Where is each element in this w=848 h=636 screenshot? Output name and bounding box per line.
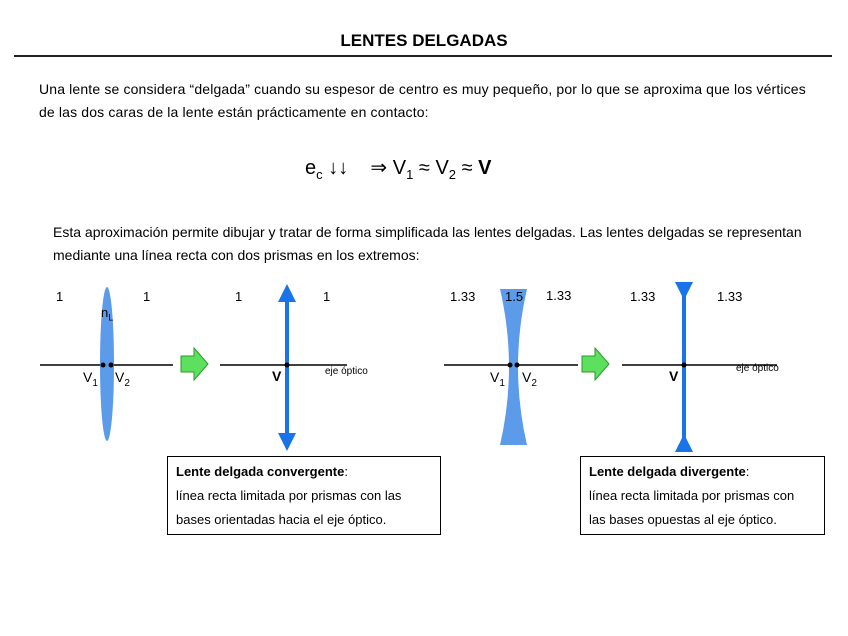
divergent-box-colon: : xyxy=(745,464,750,479)
convergent-box-title xyxy=(176,460,432,484)
formula-approx-2: ≈ xyxy=(461,157,473,179)
convergent-box-line-2: bases orientadas hacia el eje óptico. xyxy=(176,512,387,527)
formula-down-arrows: ↓↓ xyxy=(328,157,349,179)
convergent-thin-n-right: 1 xyxy=(323,289,331,304)
v1-sub: 1 xyxy=(92,377,98,389)
convergent-vertex-2-dot xyxy=(109,363,114,368)
v2-letter: V xyxy=(522,369,532,385)
convergent-box-title-text: Lente delgada convergente xyxy=(176,464,345,479)
divergent-thin-n-right: 1.33 xyxy=(717,289,743,304)
v2-sub: 2 xyxy=(124,377,130,389)
convergent-v2-label xyxy=(115,369,130,389)
convergent-top-prism xyxy=(278,284,296,302)
intro-paragraph: Una lente se considera “delgada” cuando su espesor de centro es muy pequeño, por lo que se aproxima que los vértices de las dos caras de la lente están prácticamente en contacto: xyxy=(39,81,806,120)
convergent-n-lens xyxy=(101,305,113,323)
divergent-box-line-2: las bases opuestas al eje óptico. xyxy=(589,512,777,527)
v2-sub: 2 xyxy=(531,377,537,389)
v1-letter: V xyxy=(83,369,93,385)
divergent-thin-vertex-dot xyxy=(682,363,687,368)
divergent-n-right: 1.33 xyxy=(546,288,572,303)
n-lens-sub: L xyxy=(108,312,114,323)
convergent-n-left: 1 xyxy=(56,289,64,304)
convergent-vertex-1-dot xyxy=(101,363,106,368)
formula-implies: ⇒ xyxy=(370,157,388,179)
divergent-n-lens: 1.5 xyxy=(505,289,524,304)
formula-approx-1: ≈ xyxy=(418,157,430,179)
convergent-thin-n-left: 1 xyxy=(235,289,243,304)
divergent-v1-label xyxy=(490,369,505,389)
divergent-lens-shape xyxy=(500,289,527,445)
v2-letter: V xyxy=(115,369,125,385)
formula-v2-sub: 2 xyxy=(448,167,457,182)
transform-arrow-icon xyxy=(582,348,609,380)
convergent-box-line-1: línea recta limitada por prismas con las xyxy=(176,488,402,503)
divergent-box-line-1: línea recta limitada por prismas con xyxy=(589,488,795,503)
divergent-vertex-1-dot xyxy=(508,363,513,368)
divergent-v2-label xyxy=(522,369,537,389)
divergent-info-box xyxy=(580,456,825,535)
divergent-vertex-2-dot xyxy=(515,363,520,368)
divergent-n-left: 1.33 xyxy=(450,289,476,304)
convergent-n-right: 1 xyxy=(143,289,151,304)
page-title: LENTES DELGADAS xyxy=(340,31,508,50)
divergent-axis-label: eje óptico xyxy=(736,363,779,374)
divergent-bottom-prism xyxy=(675,434,693,452)
divergent-box-title-text: Lente delgada divergente xyxy=(589,464,746,479)
convergent-thin-v-label: V xyxy=(272,368,282,384)
convergent-axis-label: eje óptico xyxy=(325,366,368,377)
divergent-thin-v-label: V xyxy=(669,368,679,384)
convergent-bottom-prism xyxy=(278,433,296,451)
formula-e-sub: c xyxy=(316,167,323,182)
formula-v2: V xyxy=(435,157,449,179)
formula-e: e xyxy=(305,157,317,179)
formula-v1-sub: 1 xyxy=(406,167,414,182)
v1-sub: 1 xyxy=(499,377,505,389)
transform-arrow-icon xyxy=(181,348,208,380)
convergent-thin-vertex-dot xyxy=(285,363,290,368)
divergent-thin-n-left: 1.33 xyxy=(630,289,656,304)
formula-v1: V xyxy=(392,157,407,179)
formula-v: V xyxy=(478,157,492,179)
convergent-box-colon: : xyxy=(344,464,348,479)
description-paragraph: Esta aproximación permite dibujar y tratar de forma simplificada las lentes delgadas. Las lentes delgadas se representan mediante una línea recta con dos prismas en los extremos: xyxy=(53,224,802,263)
divergent-top-prism xyxy=(675,282,693,300)
convergent-v1-label xyxy=(83,369,98,389)
convergent-info-box xyxy=(167,456,441,535)
v1-letter: V xyxy=(490,369,500,385)
n-lens-letter: n xyxy=(101,305,109,320)
divergent-box-title xyxy=(589,460,816,484)
